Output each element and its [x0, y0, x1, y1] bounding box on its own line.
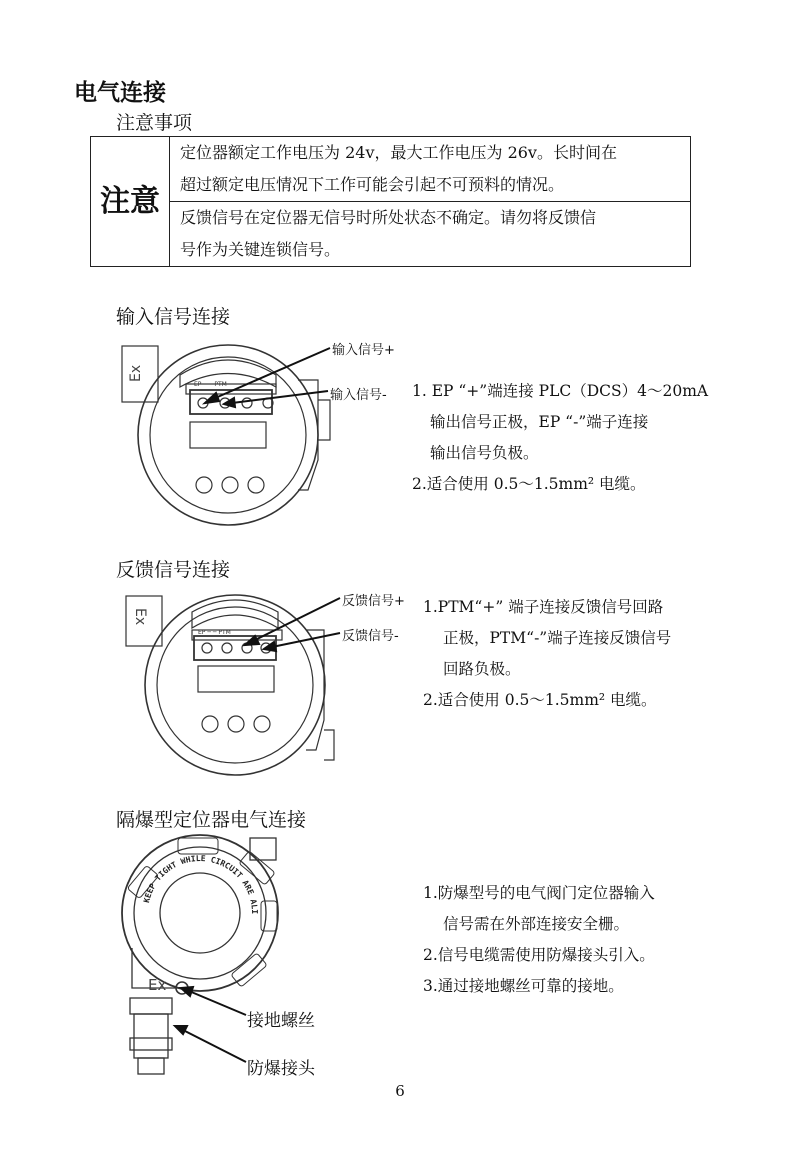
list-item: 2.适合使用 0.5～1.5mm² 电缆。 — [412, 475, 646, 493]
precaution-text: 号作为关键连锁信号。 — [180, 240, 341, 259]
callout-feedback-minus: 反馈信号- — [342, 629, 399, 644]
page-title: 电气连接 — [74, 80, 166, 106]
callout-ground-screw: 接地螺丝 — [247, 1011, 315, 1031]
list-item: 2.信号电缆需使用防爆接头引入。 — [423, 946, 655, 964]
input-heading: 输入信号连接 — [116, 306, 231, 328]
callout-input-minus: 输入信号- — [330, 388, 387, 403]
explosion-heading: 隔爆型定位器电气连接 — [116, 809, 307, 831]
cover-inscription: KEEP TIGHT WHILE CIRCUIT ARE ALIVE — [117, 831, 260, 915]
list-item: 正极，PTM“-”端子连接反馈信号 — [443, 629, 672, 647]
precaution-text: 定位器额定工作电压为 24v，最大工作电压为 26v。长时间在 — [180, 143, 617, 162]
list-item: 1. EP “+”端连接 PLC（DCS）4～20mA — [412, 382, 709, 400]
ex-mark: Ex — [148, 976, 167, 994]
explosion-instructions — [423, 878, 655, 1002]
caution-label: 注意 — [91, 137, 170, 267]
list-item: 1.PTM“+” 端子连接反馈信号回路 — [423, 598, 664, 616]
page-number: 6 — [395, 1082, 405, 1100]
ex-mark: Ex — [132, 608, 148, 626]
feedback-heading: 反馈信号连接 — [116, 559, 231, 581]
list-item: 1.防爆型号的电气阀门定位器输入 — [423, 884, 655, 902]
terminal-label: EP ─ ─ PTM — [198, 629, 231, 636]
list-item: 回路负极。 — [443, 660, 521, 678]
list-item: 输出信号负极。 — [430, 444, 539, 462]
callout-feedback-plus: 反馈信号+ — [342, 594, 405, 609]
precautions-heading: 注意事项 — [116, 112, 193, 134]
list-item: 输出信号正极，EP “-”端子连接 — [430, 413, 649, 431]
list-item: 信号需在外部连接安全栅。 — [443, 915, 630, 933]
list-item: 3.通过接地螺丝可靠的接地。 — [423, 977, 624, 995]
precaution-text: 超过额定电压情况下工作可能会引起不可预料的情况。 — [180, 175, 565, 194]
list-item: 2.适合使用 0.5～1.5mm² 电缆。 — [423, 691, 657, 709]
callout-input-plus: 输入信号+ — [332, 343, 395, 358]
callout-explosion-joint: 防爆接头 — [247, 1059, 315, 1079]
precaution-text: 反馈信号在定位器无信号时所处状态不确定。请勿将反馈信 — [180, 208, 597, 227]
terminal-label: EP ─ ─ PTM — [194, 381, 227, 388]
ex-mark: Ex — [128, 364, 144, 382]
